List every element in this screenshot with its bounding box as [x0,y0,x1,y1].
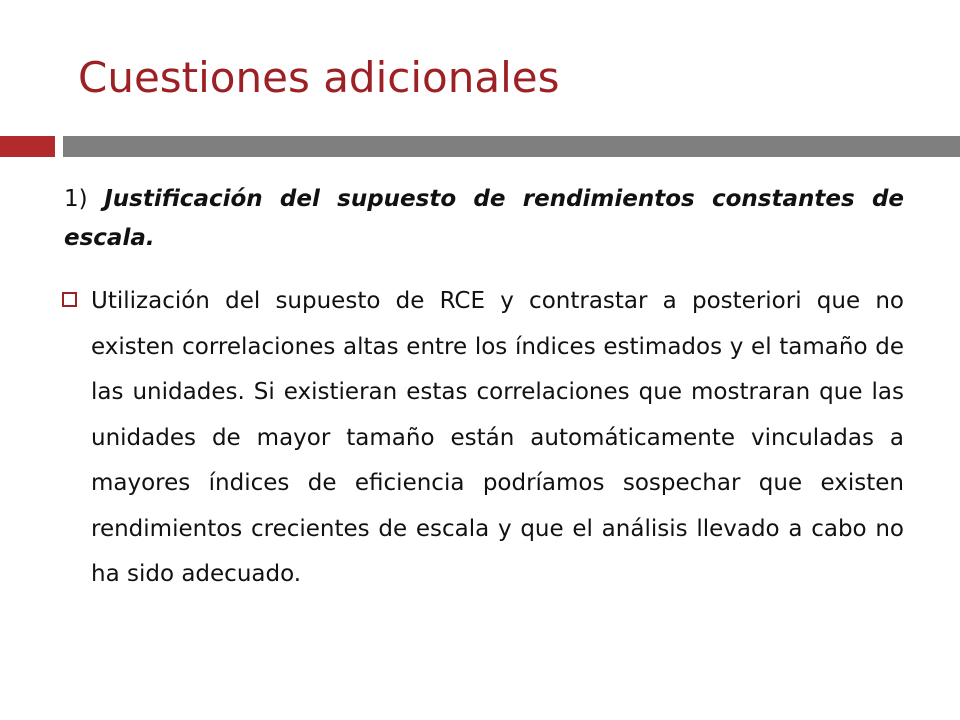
section-heading [64,180,904,258]
slide-title: Cuestiones adicionales [78,53,560,102]
header-accent-bar [0,136,55,157]
heading-number: 1) [64,186,88,212]
square-bullet-icon [62,292,77,307]
header-rule-bar [63,136,960,157]
bullet-text: Utilización del supuesto de RCE y contrastar a posteriori que no existen correlaciones altas entre los índices estimados y el tamaño de las unidades. Si existieran estas correlaciones que mostraran que las unidades de mayor tamaño están automáticamente vinculadas a mayores índices de eficiencia podríamos sospechar que existen rendimientos crecientes de escala y que el análisis llevado a cabo no ha sido adecuado. [91,288,904,587]
bullet-item [62,279,904,598]
heading-text: Justificación del supuesto de rendimientos constantes de escala. [64,186,905,251]
